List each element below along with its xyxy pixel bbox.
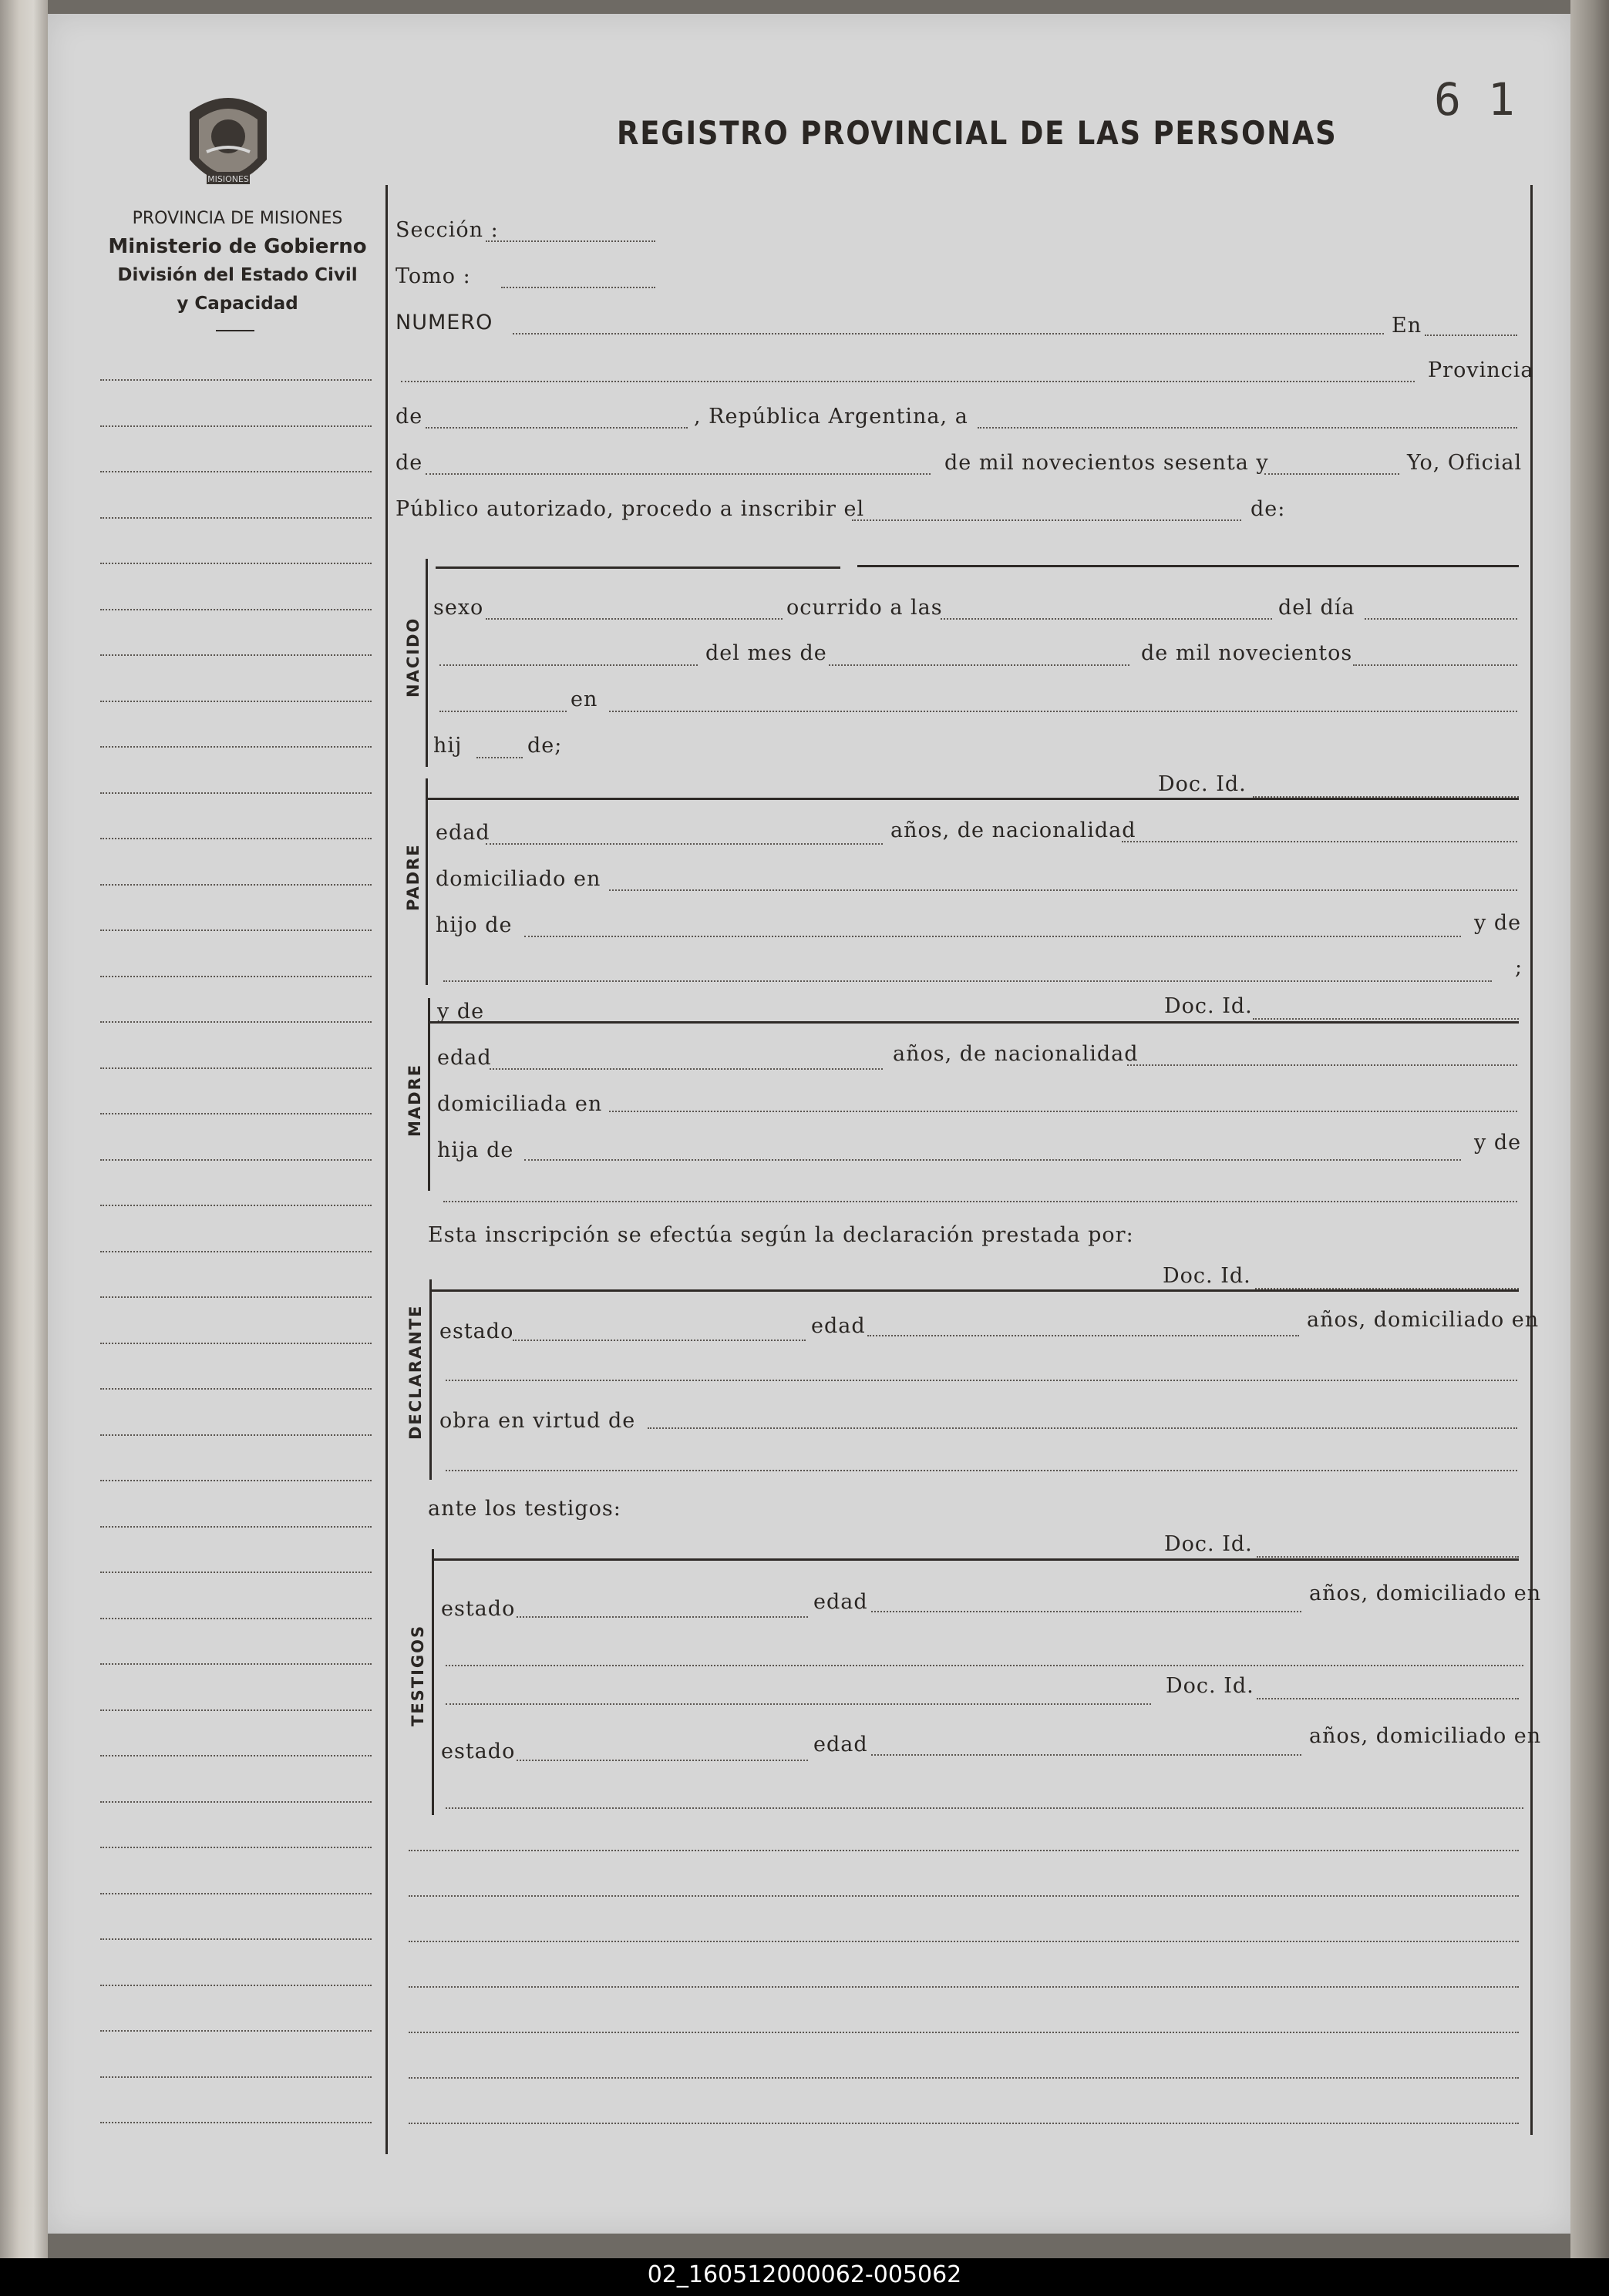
madre-y-de2-field[interactable] — [443, 1201, 1517, 1202]
header-ministry: Ministerio de Gobierno — [108, 235, 367, 258]
testigo2-doc-label: Doc. Id. — [1166, 1674, 1254, 1698]
tomo-label: Tomo : — [396, 264, 471, 288]
madre-nac-label: años, de nacionalidad — [893, 1042, 1139, 1066]
padre-bracket — [426, 778, 428, 985]
declarante-dom-field[interactable] — [446, 1380, 1517, 1381]
de-mil-label: de mil novecientos — [1141, 641, 1353, 665]
testigo2-edad-field[interactable] — [871, 1754, 1301, 1756]
note-line[interactable] — [409, 2077, 1519, 2079]
margin-note-line[interactable] — [100, 425, 372, 427]
testigo1-edad-label: edad — [813, 1590, 868, 1614]
padre-nac-field[interactable] — [1122, 841, 1517, 842]
seccion-field[interactable] — [486, 240, 655, 242]
declarante-edad-label: edad — [811, 1314, 866, 1338]
margin-note-line[interactable] — [100, 1938, 372, 1940]
margin-note-line[interactable] — [100, 517, 372, 519]
sesenta-field[interactable] — [1264, 473, 1399, 475]
margin-note-line[interactable] — [100, 746, 372, 748]
del-dia-label: del día — [1278, 596, 1355, 620]
nacido-label: NACIDO — [404, 617, 422, 698]
page-number: 6 1 — [1434, 73, 1515, 126]
de-field-2[interactable] — [426, 473, 931, 475]
padre-edad-label: edad — [436, 821, 490, 845]
sexo-field[interactable] — [486, 618, 783, 620]
republica-label: , República Argentina, a — [694, 405, 968, 429]
margin-note-line[interactable] — [100, 1847, 372, 1848]
madre-edad-field[interactable] — [490, 1068, 883, 1070]
testigo1-dom-field[interactable] — [446, 1665, 1523, 1666]
testigo1-dom-label: años, domiciliado en — [1309, 1582, 1542, 1605]
testigo2-doc-field[interactable] — [1257, 1698, 1519, 1699]
padre-nac-label: años, de nacionalidad — [890, 819, 1136, 842]
padre-dom-label: domiciliado en — [436, 867, 601, 891]
testigo1-estado-field[interactable] — [517, 1616, 808, 1618]
margin-note-line[interactable] — [100, 701, 372, 702]
margin-note-line[interactable] — [100, 1251, 372, 1252]
padre-y-de-label: y de — [1474, 911, 1522, 935]
declarante-edad-field[interactable] — [867, 1335, 1299, 1336]
left-column-rule — [385, 185, 388, 2154]
de-label-1: de — [396, 405, 423, 429]
margin-note-line[interactable] — [100, 379, 372, 381]
seal-text: MISIONES — [207, 174, 249, 184]
margin-note-line[interactable] — [100, 1480, 372, 1481]
padre-dom-field[interactable] — [609, 889, 1517, 891]
ministry-header — [91, 204, 384, 318]
declarante-obra-field[interactable] — [648, 1427, 1517, 1429]
margin-note-line[interactable] — [100, 884, 372, 886]
madre-y-de-label: y de — [437, 1000, 485, 1024]
en-lugar-label: en — [571, 687, 598, 711]
del-mes-label: del mes de — [705, 641, 827, 665]
nacido-bracket — [426, 559, 428, 767]
book-edge — [1570, 0, 1609, 2258]
margin-note-line[interactable] — [100, 1296, 372, 1298]
de-label-2: de — [396, 451, 423, 475]
declarante-doc-label: Doc. Id. — [1163, 1264, 1251, 1288]
madre-y-de2-label: y de — [1474, 1131, 1522, 1155]
declarante-obra-label: obra en virtud de — [439, 1409, 636, 1433]
declarante-label: DECLARANTE — [406, 1304, 425, 1440]
padre-doc-label: Doc. Id. — [1158, 772, 1247, 796]
nacido-pre-en-field[interactable] — [439, 711, 567, 712]
mes-field[interactable] — [829, 664, 1129, 666]
margin-note-line[interactable] — [100, 471, 372, 472]
margin-note-line[interactable] — [100, 1113, 372, 1114]
margin-note-line[interactable] — [100, 1388, 372, 1390]
madre-label: MADRE — [406, 1063, 424, 1137]
margin-note-line[interactable] — [100, 563, 372, 564]
declarante-top-rule — [432, 1289, 1519, 1292]
padre-label: PADRE — [404, 843, 422, 911]
form-page — [48, 14, 1570, 2234]
provincia-line-field[interactable] — [401, 381, 1415, 382]
madre-dom-field[interactable] — [609, 1111, 1517, 1112]
testigo2-name-field[interactable] — [446, 1703, 1151, 1705]
margin-note-line[interactable] — [100, 2122, 372, 2123]
margin-note-line[interactable] — [100, 1572, 372, 1573]
padre-hijo-field[interactable] — [524, 936, 1461, 937]
sexo-label: sexo — [433, 596, 484, 620]
margin-note-line[interactable] — [100, 838, 372, 839]
declarante-dom-label: años, domiciliado en — [1307, 1308, 1540, 1332]
testigo1-edad-field[interactable] — [871, 1611, 1301, 1612]
madre-top-rule — [428, 1021, 1519, 1024]
en-label: En — [1392, 314, 1422, 338]
margin-note-line[interactable] — [100, 654, 372, 656]
ano-field[interactable] — [1353, 664, 1517, 666]
de-colon-label: de: — [1251, 497, 1286, 521]
margin-note-line[interactable] — [100, 2076, 372, 2078]
right-margin-rule — [1530, 185, 1533, 2135]
padre-semicolon: ; — [1515, 956, 1523, 980]
book-binding — [0, 0, 48, 2258]
en-field[interactable] — [1425, 334, 1517, 336]
note-line[interactable] — [409, 1941, 1519, 1942]
madre-doc-label: Doc. Id. — [1164, 994, 1253, 1018]
yo-oficial-label: Yo, Oficial — [1407, 451, 1523, 475]
provincia-label: Provincia — [1428, 358, 1534, 382]
testigo2-dom-field[interactable] — [446, 1807, 1523, 1809]
margin-note-line[interactable] — [100, 1205, 372, 1206]
margin-note-line[interactable] — [100, 1985, 372, 1986]
declarante-extra-field[interactable] — [446, 1470, 1517, 1471]
madre-dom-label: domiciliada en — [437, 1092, 603, 1116]
header-capacidad: y Capacidad — [177, 294, 298, 314]
margin-note-line[interactable] — [100, 1709, 372, 1711]
margin-note-line[interactable] — [100, 609, 372, 610]
provincial-seal-icon — [179, 89, 278, 197]
madre-bracket — [428, 998, 430, 1191]
testigo1-doc-field[interactable] — [1257, 1556, 1519, 1558]
note-line[interactable] — [409, 2032, 1519, 2033]
madre-hija-label: hija de — [437, 1138, 514, 1162]
testigo1-estado-label: estado — [441, 1597, 516, 1621]
madre-doc-field[interactable] — [1253, 1018, 1519, 1020]
nacido-name-line-1[interactable] — [436, 566, 840, 569]
testigos-top-rule — [434, 1558, 1519, 1561]
margin-note-line[interactable] — [100, 1159, 372, 1161]
testigos-intro: ante los testigos: — [428, 1497, 621, 1521]
margin-note-line[interactable] — [100, 929, 372, 931]
testigo2-edad-label: edad — [813, 1733, 868, 1756]
testigo2-estado-field[interactable] — [517, 1760, 808, 1761]
declarante-estado-field[interactable] — [513, 1340, 806, 1341]
note-line[interactable] — [409, 2123, 1519, 2124]
note-line[interactable] — [409, 1850, 1519, 1851]
margin-note-line[interactable] — [100, 1801, 372, 1803]
padre-top-rule — [428, 798, 1519, 800]
page-title: REGISTRO PROVINCIAL DE LAS PERSONAS — [617, 114, 1338, 152]
ocurrido-label: ocurrido a las — [786, 596, 943, 620]
padre-edad-field[interactable] — [486, 843, 883, 845]
margin-note-line[interactable] — [100, 1526, 372, 1528]
publico-field[interactable] — [852, 519, 1241, 521]
numero-label: NUMERO — [396, 311, 493, 334]
nacido-pre-mes-field[interactable] — [439, 664, 698, 666]
declaracion-text: Esta inscripción se efectúa según la declaración prestada por: — [428, 1223, 1134, 1247]
tomo-field[interactable] — [501, 287, 655, 288]
testigo2-dom-label: años, domiciliado en — [1309, 1724, 1542, 1748]
numero-field[interactable] — [513, 333, 1384, 334]
margin-note-line[interactable] — [100, 792, 372, 794]
header-division: División del Estado Civil — [117, 265, 358, 285]
margin-note-line[interactable] — [100, 1067, 372, 1069]
padre-hijo-label: hijo de — [436, 913, 513, 937]
note-line[interactable] — [409, 1895, 1519, 1897]
republica-field[interactable] — [978, 427, 1517, 429]
declarante-bracket — [429, 1279, 432, 1480]
margin-note-line[interactable] — [100, 1663, 372, 1665]
dia-field[interactable] — [1365, 618, 1517, 620]
testigos-bracket — [432, 1549, 434, 1815]
margin-note-line[interactable] — [100, 1755, 372, 1756]
testigo1-doc-label: Doc. Id. — [1164, 1532, 1253, 1556]
margin-note-line[interactable] — [100, 1893, 372, 1894]
madre-edad-label: edad — [437, 1046, 492, 1070]
sesenta-label: de mil novecientos sesenta y — [944, 451, 1269, 475]
declarante-estado-label: estado — [439, 1319, 514, 1343]
margin-note-line[interactable] — [100, 1021, 372, 1023]
de-field-1[interactable] — [426, 427, 688, 429]
hij-field[interactable] — [476, 757, 523, 758]
madre-hija-field[interactable] — [524, 1159, 1461, 1161]
lugar-field[interactable] — [609, 711, 1517, 712]
hij-label: hij — [433, 734, 463, 758]
testigos-label: TESTIGOS — [409, 1624, 427, 1726]
madre-nac-field[interactable] — [1127, 1064, 1517, 1066]
margin-note-line[interactable] — [100, 1343, 372, 1344]
publico-label: Público autorizado, procedo a inscribir el — [396, 497, 865, 521]
margin-note-line[interactable] — [100, 2030, 372, 2032]
hora-field[interactable] — [941, 618, 1272, 620]
de-semi-label: de; — [527, 734, 563, 758]
margin-note-line[interactable] — [100, 976, 372, 977]
testigo2-estado-label: estado — [441, 1740, 516, 1763]
header-rule — [216, 330, 254, 331]
image-caption: 02_160512000062-005062 — [647, 2261, 962, 2288]
padre-y-de-field[interactable] — [443, 980, 1492, 982]
seccion-label: Sección : — [396, 218, 499, 242]
margin-note-line[interactable] — [100, 1618, 372, 1619]
note-line[interactable] — [409, 1986, 1519, 1988]
header-province: PROVINCIA DE MISIONES — [132, 209, 343, 228]
nacido-name-line-2[interactable] — [857, 565, 1519, 567]
margin-note-line[interactable] — [100, 1434, 372, 1436]
